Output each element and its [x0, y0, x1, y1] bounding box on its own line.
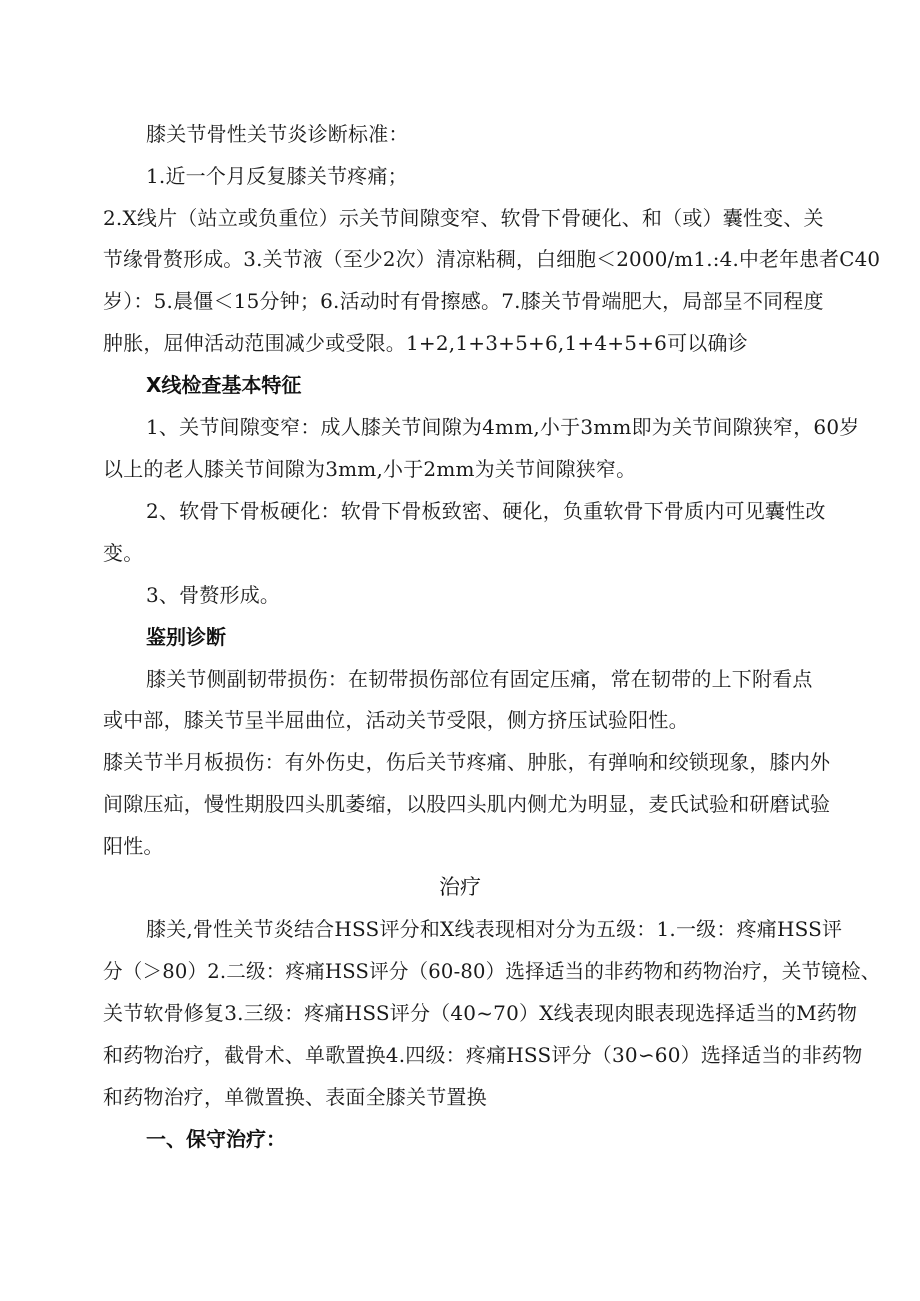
differential-heading: 鉴别诊断	[146, 625, 226, 649]
xray-line-4: 变。	[103, 541, 144, 565]
diagnosis-line-1: 1.近一个月反复膝关节疼痛；	[146, 164, 408, 188]
treatment-line-4: 和药物治疗，截骨术、单歌置换4.四级：疼痛HSS评分（30∽60）选择适当的非药物	[103, 1043, 863, 1067]
differential-line-2: 或中部，膝关节呈半屈曲位，活动关节受限，侧方挤压试验阳性。	[103, 708, 689, 732]
xray-line-3: 2、软骨下骨板硬化：软骨下骨板致密、硬化，负重软骨下骨质内可见囊性改	[146, 499, 826, 523]
xray-line-1: 1、关节间隙变窄：成人膝关节间隙为4mm,小于3mm即为关节间隙狭窄，60岁	[146, 415, 860, 439]
diagnosis-line-3: 节缘骨赘形成。3.关节液（至少2次）清凉粘稠，白细胞＜2000/m1.:4.中老年患者C40	[103, 247, 881, 271]
diagnosis-line-2: 2.X线片（站立或负重位）示关节间隙变窄、软骨下骨硬化、和（或）囊性变、关	[103, 206, 824, 230]
differential-line-4: 间隙压疝，慢性期股四头肌萎缩，以股四头肌内侧尤为明显，麦氏试验和研磨试验	[103, 792, 831, 816]
treatment-line-5: 和药物治疗，单微置换、表面全膝关节置换	[103, 1085, 487, 1109]
xray-line-2: 以上的老人膝关节间隙为3mm,小于2mm为关节间隙狭窄。	[103, 457, 637, 481]
differential-line-3: 膝关节半月板损伤：有外伤史，伤后关节疼痛、肿胀，有弹响和绞锁现象，膝内外	[103, 750, 831, 774]
diagnosis-title: 膝关节骨性关节炎诊断标准：	[146, 122, 409, 146]
treatment-heading: 治疗	[439, 875, 481, 899]
differential-line-1: 膝关节侧副韧带损伤：在韧带损伤部位有固定压痛，常在韧带的上下附看点	[146, 667, 813, 691]
conservative-treatment-heading: 一、保守治疗：	[146, 1127, 286, 1151]
xray-line-5: 3、骨赘形成。	[146, 583, 281, 607]
treatment-line-2: 分（＞80）2.二级：疼痛HSS评分（60-80）选择适当的非药物和药物治疗，关节镜检、	[103, 959, 881, 983]
diagnosis-line-5: 肿胀，屈伸活动范围减少或受限。1+2,1+3+5+6,1+4+5+6可以确诊	[103, 331, 748, 355]
treatment-line-1: 膝关,骨性关节炎结合HSS评分和X线表现相对分为五级：1.一级：疼痛HSS评	[146, 917, 843, 941]
xray-heading: X线检查基本特征	[146, 373, 302, 397]
diagnosis-line-4: 岁）：5.晨僵＜15分钟；6.活动时有骨擦感。7.膝关节骨端肥大，局部呈不同程度	[103, 289, 824, 313]
treatment-line-3: 关节软骨修复3.三级：疼痛HSS评分（40~70）X线表现肉眼表现选择适当的M药物	[103, 1001, 858, 1025]
differential-line-5: 阳性。	[103, 834, 164, 858]
